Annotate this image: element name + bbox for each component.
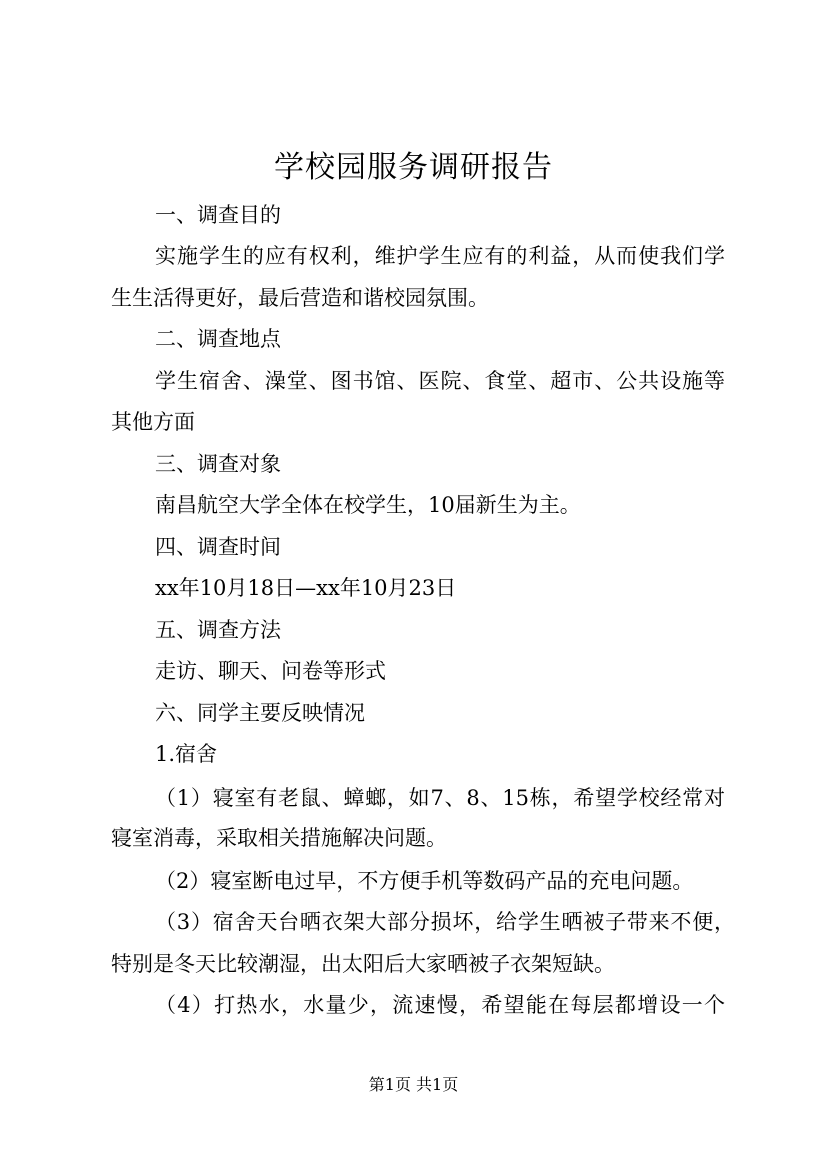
paragraph-line: 实施学生的应有权利，维护学生应有的利益，从而使我们学: [155, 244, 725, 268]
paragraph-line: 学生宿舍、澡堂、图书馆、医院、食堂、超市、公共设施等: [155, 369, 725, 393]
paragraph-line: （3）宿舍天台晒衣架大部分损坏，给学生晒被子带来不便，: [155, 910, 735, 934]
section-heading: 五、调查方法: [155, 618, 281, 642]
section-heading: 六、同学主要反映情况: [155, 701, 365, 725]
paragraph-line: （4）打热水，水量少，流速慢，希望能在每层都增设一个: [155, 993, 725, 1017]
paragraph-line: 特别是冬天比较潮湿，出太阳后大家晒被子衣架短缺。: [111, 952, 615, 976]
paragraph-line: 生生活得更好，最后营造和谐校园氛围。: [111, 286, 489, 310]
subsection-heading: 1.宿舍: [155, 742, 218, 766]
paragraph-line: 南昌航空大学全体在校学生，10届新生为主。: [155, 493, 581, 517]
page-footer: 第1页 共1页: [368, 1075, 459, 1094]
document-title: 学校园服务调研报告: [274, 150, 553, 185]
paragraph-line: 走访、聊天、问卷等形式: [155, 659, 386, 683]
paragraph-line: xx年10月18日—xx年10月23日: [155, 576, 457, 600]
section-heading: 四、调查时间: [155, 535, 281, 559]
section-heading: 一、调查目的: [155, 203, 281, 227]
paragraph-line: （2）寝室断电过早，不方便手机等数码产品的充电问题。: [155, 869, 694, 893]
section-heading: 二、调查地点: [155, 327, 281, 351]
paragraph-line: 寝室消毒，采取相关措施解决问题。: [111, 826, 447, 850]
section-heading: 三、调查对象: [155, 452, 281, 476]
paragraph-line: （1）寝室有老鼠、蟑螂，如7、8、15栋，希望学校经常对: [155, 786, 725, 810]
paragraph-line: 其他方面: [111, 410, 195, 434]
